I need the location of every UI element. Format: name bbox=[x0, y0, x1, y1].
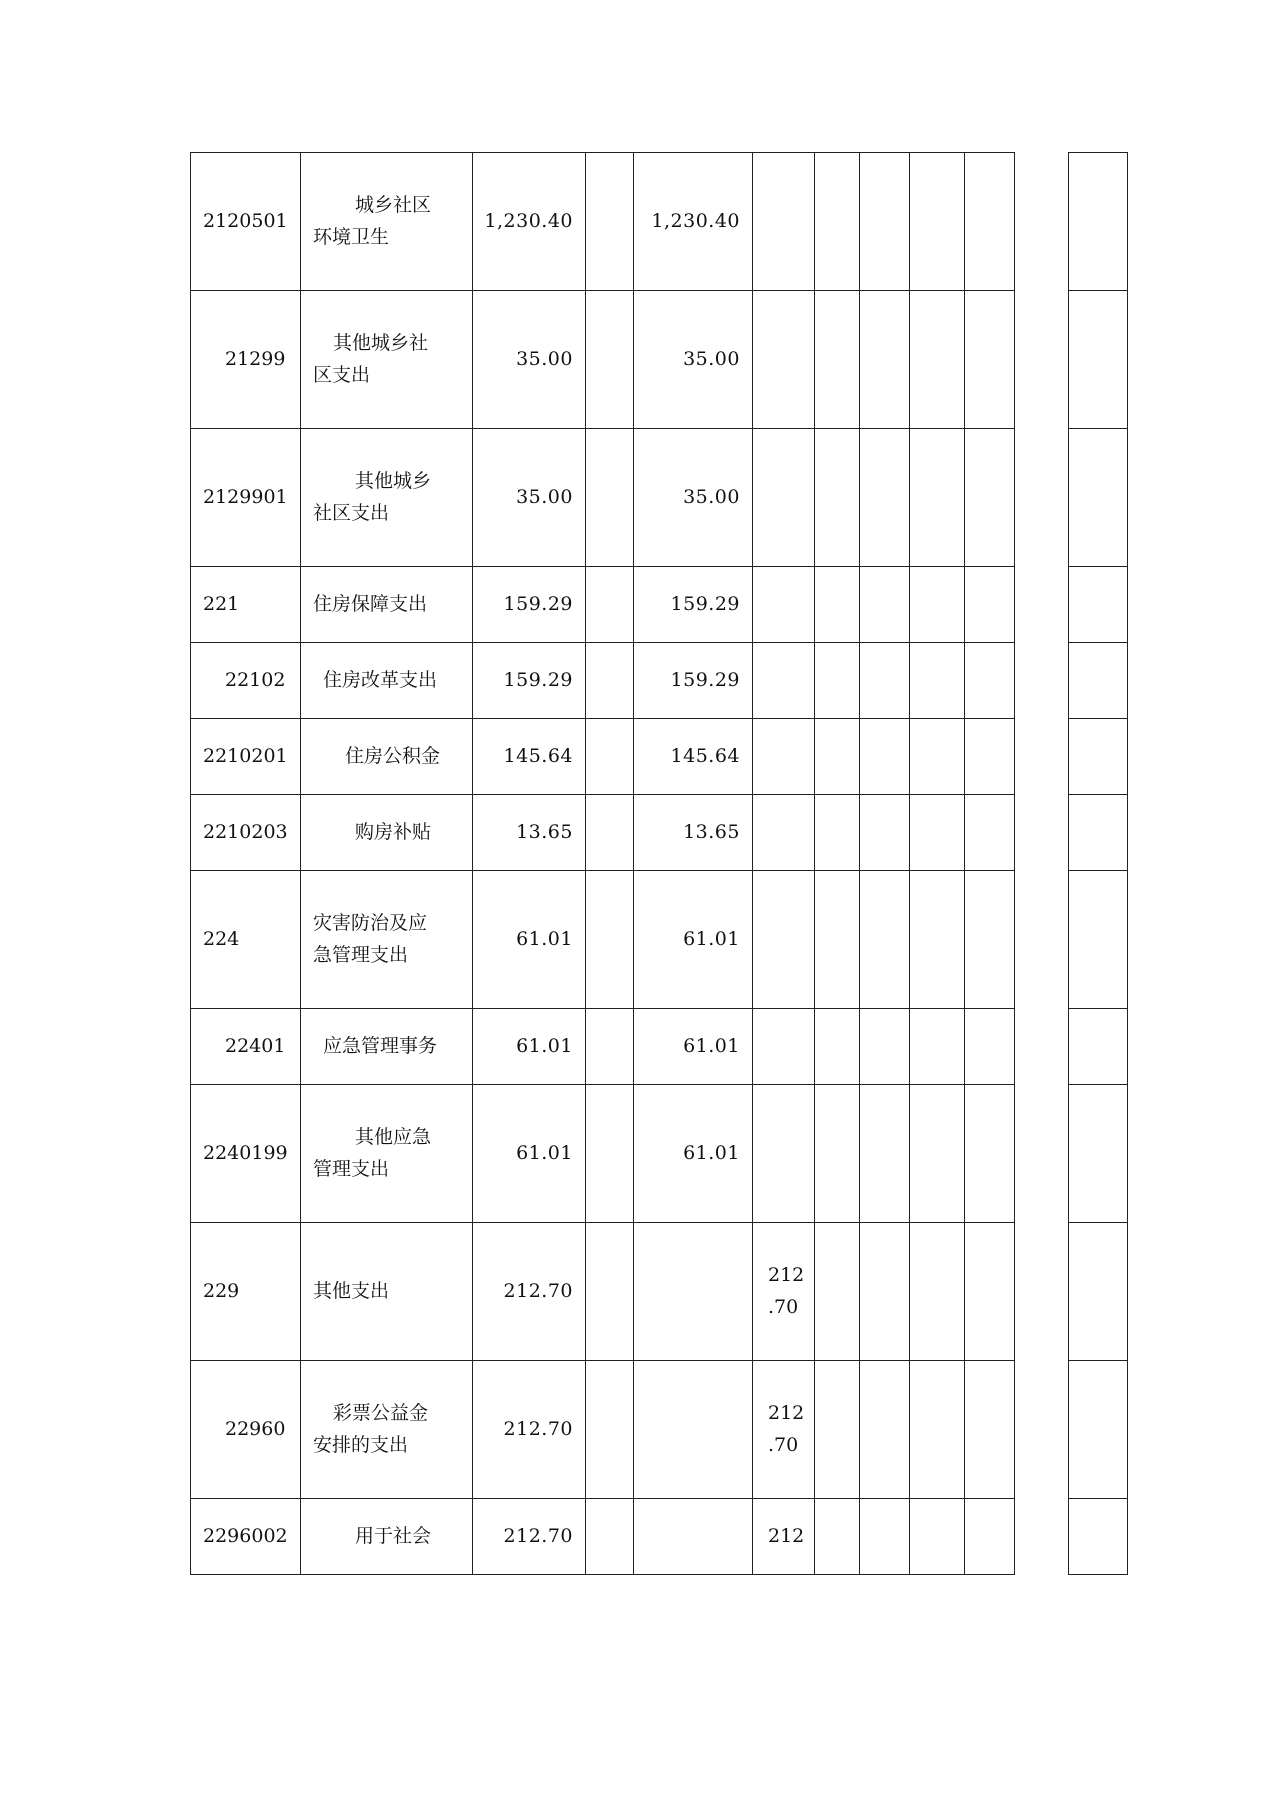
row-col3: 159.29 bbox=[634, 643, 753, 719]
empty-cell bbox=[1015, 153, 1069, 291]
empty-cell bbox=[1069, 429, 1128, 567]
row-name bbox=[301, 153, 473, 291]
row-code: 2296002 bbox=[191, 1499, 301, 1575]
empty-cell bbox=[965, 795, 1015, 871]
table-row bbox=[191, 153, 1128, 291]
row-col2 bbox=[586, 719, 634, 795]
empty-cell bbox=[1069, 1009, 1128, 1085]
empty-cell bbox=[965, 567, 1015, 643]
row-code: 22102 bbox=[191, 643, 301, 719]
empty-cell bbox=[910, 291, 965, 429]
empty-cell bbox=[1069, 871, 1128, 1009]
row-code: 2120501 bbox=[191, 153, 301, 291]
row-code: 224 bbox=[191, 871, 301, 1009]
table-row bbox=[191, 1085, 1128, 1223]
row-col4 bbox=[753, 1361, 815, 1499]
empty-cell bbox=[910, 567, 965, 643]
row-code: 21299 bbox=[191, 291, 301, 429]
row-total: 35.00 bbox=[473, 291, 586, 429]
empty-cell bbox=[910, 1361, 965, 1499]
row-code: 22960 bbox=[191, 1361, 301, 1499]
empty-cell bbox=[910, 643, 965, 719]
row-name-line2: 安排的支出 bbox=[313, 1434, 409, 1456]
empty-cell bbox=[815, 1223, 860, 1361]
row-col2 bbox=[586, 1085, 634, 1223]
empty-cell bbox=[815, 719, 860, 795]
row-col3: 13.65 bbox=[634, 795, 753, 871]
row-code: 2210201 bbox=[191, 719, 301, 795]
row-name bbox=[301, 871, 473, 1009]
row-col3: 61.01 bbox=[634, 1009, 753, 1085]
empty-cell bbox=[1015, 1361, 1069, 1499]
row-code: 2210203 bbox=[191, 795, 301, 871]
budget-expenditure-table bbox=[190, 152, 1128, 1575]
row-total: 212.70 bbox=[473, 1361, 586, 1499]
empty-cell bbox=[860, 795, 910, 871]
row-name bbox=[301, 1085, 473, 1223]
empty-cell bbox=[965, 429, 1015, 567]
row-total: 212.70 bbox=[473, 1499, 586, 1575]
row-col2 bbox=[586, 1009, 634, 1085]
empty-cell bbox=[860, 1009, 910, 1085]
empty-cell bbox=[860, 643, 910, 719]
row-col2 bbox=[586, 1499, 634, 1575]
empty-cell bbox=[965, 643, 1015, 719]
row-col2 bbox=[586, 567, 634, 643]
row-col2 bbox=[586, 429, 634, 567]
table-row bbox=[191, 643, 1128, 719]
row-name-line1: 住房保障支出 bbox=[313, 593, 428, 615]
row-total: 13.65 bbox=[473, 795, 586, 871]
row-name-line2: 环境卫生 bbox=[313, 226, 390, 248]
empty-cell bbox=[910, 429, 965, 567]
empty-cell bbox=[965, 1499, 1015, 1575]
empty-cell bbox=[1015, 1223, 1069, 1361]
row-col4-line2: .70 bbox=[768, 1434, 799, 1456]
row-name bbox=[301, 795, 473, 871]
row-total: 1,230.40 bbox=[473, 153, 586, 291]
empty-cell bbox=[910, 1085, 965, 1223]
empty-cell bbox=[1015, 643, 1069, 719]
row-total: 159.29 bbox=[473, 643, 586, 719]
row-total: 61.01 bbox=[473, 871, 586, 1009]
empty-cell bbox=[815, 153, 860, 291]
empty-cell bbox=[1069, 1223, 1128, 1361]
row-name-line1: 其他应急 bbox=[355, 1126, 432, 1148]
empty-cell bbox=[1015, 429, 1069, 567]
empty-cell bbox=[965, 153, 1015, 291]
empty-cell bbox=[815, 1085, 860, 1223]
empty-cell bbox=[965, 1223, 1015, 1361]
row-col4 bbox=[753, 429, 815, 567]
empty-cell bbox=[860, 429, 910, 567]
row-name bbox=[301, 291, 473, 429]
row-name-line1: 城乡社区 bbox=[355, 194, 432, 216]
row-col3: 1,230.40 bbox=[634, 153, 753, 291]
row-col4 bbox=[753, 567, 815, 643]
row-name bbox=[301, 1499, 473, 1575]
row-col4-line1: 212 bbox=[768, 1525, 805, 1547]
row-name-line2: 急管理支出 bbox=[313, 944, 409, 966]
empty-cell bbox=[910, 1009, 965, 1085]
empty-cell bbox=[860, 1361, 910, 1499]
row-col4 bbox=[753, 795, 815, 871]
row-name-line2: 社区支出 bbox=[313, 502, 390, 524]
row-col2 bbox=[586, 291, 634, 429]
row-code: 2240199 bbox=[191, 1085, 301, 1223]
row-name-line2: 管理支出 bbox=[313, 1158, 390, 1180]
table-row bbox=[191, 719, 1128, 795]
row-col4 bbox=[753, 1223, 815, 1361]
table-row bbox=[191, 567, 1128, 643]
row-col2 bbox=[586, 643, 634, 719]
empty-cell bbox=[1015, 871, 1069, 1009]
row-name-line1: 应急管理事务 bbox=[323, 1035, 438, 1057]
row-name bbox=[301, 1223, 473, 1361]
row-col4-line1: 212 bbox=[768, 1264, 805, 1286]
row-name bbox=[301, 567, 473, 643]
row-col3 bbox=[634, 1223, 753, 1361]
row-name bbox=[301, 429, 473, 567]
row-total: 159.29 bbox=[473, 567, 586, 643]
empty-cell bbox=[910, 719, 965, 795]
empty-cell bbox=[815, 1361, 860, 1499]
empty-cell bbox=[1069, 567, 1128, 643]
empty-cell bbox=[1069, 719, 1128, 795]
row-name bbox=[301, 643, 473, 719]
row-total: 145.64 bbox=[473, 719, 586, 795]
row-name bbox=[301, 1361, 473, 1499]
table-row bbox=[191, 795, 1128, 871]
empty-cell bbox=[1069, 153, 1128, 291]
empty-cell bbox=[860, 719, 910, 795]
row-name-line1: 彩票公益金 bbox=[333, 1402, 429, 1424]
empty-cell bbox=[965, 1361, 1015, 1499]
table-row bbox=[191, 1223, 1128, 1361]
empty-cell bbox=[1069, 795, 1128, 871]
row-code: 221 bbox=[191, 567, 301, 643]
empty-cell bbox=[1015, 567, 1069, 643]
row-col3: 35.00 bbox=[634, 429, 753, 567]
row-col3: 61.01 bbox=[634, 1085, 753, 1223]
empty-cell bbox=[1069, 643, 1128, 719]
row-col2 bbox=[586, 871, 634, 1009]
row-col4 bbox=[753, 153, 815, 291]
row-col3: 145.64 bbox=[634, 719, 753, 795]
empty-cell bbox=[860, 567, 910, 643]
row-name bbox=[301, 1009, 473, 1085]
row-col3: 159.29 bbox=[634, 567, 753, 643]
empty-cell bbox=[815, 567, 860, 643]
row-col4 bbox=[753, 1499, 815, 1575]
empty-cell bbox=[965, 291, 1015, 429]
row-total: 61.01 bbox=[473, 1009, 586, 1085]
row-col4 bbox=[753, 871, 815, 1009]
empty-cell bbox=[815, 795, 860, 871]
row-col2 bbox=[586, 795, 634, 871]
empty-cell bbox=[1069, 1085, 1128, 1223]
row-code: 2129901 bbox=[191, 429, 301, 567]
row-col3 bbox=[634, 1361, 753, 1499]
empty-cell bbox=[1015, 291, 1069, 429]
empty-cell bbox=[1015, 1499, 1069, 1575]
row-col2 bbox=[586, 1361, 634, 1499]
table-row bbox=[191, 1499, 1128, 1575]
empty-cell bbox=[910, 795, 965, 871]
table-row bbox=[191, 291, 1128, 429]
row-code: 22401 bbox=[191, 1009, 301, 1085]
row-total: 61.01 bbox=[473, 1085, 586, 1223]
empty-cell bbox=[910, 153, 965, 291]
row-total: 35.00 bbox=[473, 429, 586, 567]
empty-cell bbox=[1069, 291, 1128, 429]
empty-cell bbox=[860, 291, 910, 429]
empty-cell bbox=[860, 1085, 910, 1223]
empty-cell bbox=[965, 719, 1015, 795]
row-total: 212.70 bbox=[473, 1223, 586, 1361]
row-col3: 35.00 bbox=[634, 291, 753, 429]
row-col4 bbox=[753, 291, 815, 429]
empty-cell bbox=[860, 1223, 910, 1361]
empty-cell bbox=[815, 871, 860, 1009]
empty-cell bbox=[1015, 1085, 1069, 1223]
row-name-line1: 其他城乡社 bbox=[333, 332, 429, 354]
empty-cell bbox=[1015, 1009, 1069, 1085]
empty-cell bbox=[965, 871, 1015, 1009]
empty-cell bbox=[910, 1499, 965, 1575]
row-name-line1: 住房改革支出 bbox=[323, 669, 438, 691]
empty-cell bbox=[1069, 1361, 1128, 1499]
empty-cell bbox=[815, 643, 860, 719]
table-row bbox=[191, 1009, 1128, 1085]
empty-cell bbox=[1015, 719, 1069, 795]
row-col4-line2: .70 bbox=[768, 1296, 799, 1318]
row-col3 bbox=[634, 1499, 753, 1575]
row-name-line1: 灾害防治及应 bbox=[313, 912, 428, 934]
row-name-line1: 住房公积金 bbox=[345, 745, 441, 767]
empty-cell bbox=[815, 291, 860, 429]
row-col2 bbox=[586, 1223, 634, 1361]
empty-cell bbox=[860, 153, 910, 291]
empty-cell bbox=[860, 871, 910, 1009]
row-col4 bbox=[753, 1085, 815, 1223]
row-name bbox=[301, 719, 473, 795]
empty-cell bbox=[1015, 795, 1069, 871]
row-code: 229 bbox=[191, 1223, 301, 1361]
empty-cell bbox=[965, 1085, 1015, 1223]
empty-cell bbox=[860, 1499, 910, 1575]
row-name-line1: 其他支出 bbox=[313, 1280, 390, 1302]
empty-cell bbox=[815, 1009, 860, 1085]
empty-cell bbox=[1069, 1499, 1128, 1575]
empty-cell bbox=[965, 1009, 1015, 1085]
row-col4-line1: 212 bbox=[768, 1402, 805, 1424]
row-col3: 61.01 bbox=[634, 871, 753, 1009]
row-col4 bbox=[753, 1009, 815, 1085]
table-row bbox=[191, 1361, 1128, 1499]
empty-cell bbox=[910, 1223, 965, 1361]
row-col4 bbox=[753, 643, 815, 719]
empty-cell bbox=[910, 871, 965, 1009]
empty-cell bbox=[815, 429, 860, 567]
row-name-line1: 购房补贴 bbox=[355, 821, 432, 843]
table-row bbox=[191, 429, 1128, 567]
row-name-line2: 区支出 bbox=[313, 364, 371, 386]
row-col4 bbox=[753, 719, 815, 795]
row-col2 bbox=[586, 153, 634, 291]
empty-cell bbox=[815, 1499, 860, 1575]
table-row bbox=[191, 871, 1128, 1009]
row-name-line1: 用于社会 bbox=[355, 1525, 432, 1547]
row-name-line1: 其他城乡 bbox=[355, 470, 432, 492]
